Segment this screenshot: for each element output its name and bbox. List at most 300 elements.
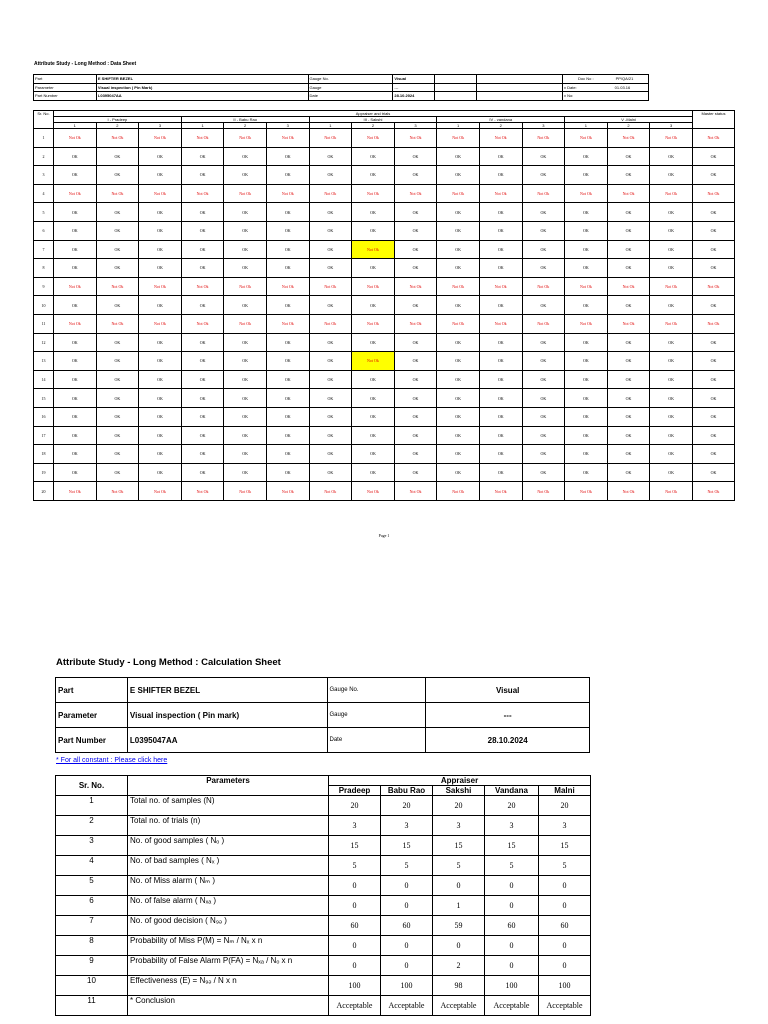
blank-cell	[435, 83, 477, 92]
result-cell: OK	[54, 463, 97, 482]
date-label: Date	[308, 92, 393, 101]
result-cell: OK	[607, 463, 650, 482]
calc-parameter-value: Visual inspection ( Pin mark)	[127, 703, 327, 728]
result-cell: Not Ok	[522, 184, 565, 203]
table-row	[34, 482, 735, 501]
appraiser-header: I - Pradeep	[54, 117, 182, 123]
result-cell: OK	[479, 333, 522, 352]
calc-row	[56, 956, 591, 976]
table-row	[34, 259, 735, 278]
result-cell: OK	[522, 221, 565, 240]
result-cell: Not Ok	[565, 277, 608, 296]
result-cell: Not Ok	[139, 277, 182, 296]
result-cell: OK	[394, 426, 437, 445]
calc-value: 15	[433, 836, 485, 856]
result-cell: OK	[309, 426, 352, 445]
result-cell: Not Ok	[394, 482, 437, 501]
result-cell: OK	[224, 370, 267, 389]
result-cell: OK	[607, 296, 650, 315]
calc-value: 0	[381, 896, 433, 916]
result-cell: Not Ok	[437, 184, 480, 203]
result-cell: Not Ok	[479, 129, 522, 148]
calc-parameters-header: Parameters	[128, 776, 329, 796]
result-cell: OK	[437, 296, 480, 315]
calc-value: Acceptable	[485, 996, 539, 1016]
sr-no-cell: 5	[34, 203, 54, 222]
result-cell: OK	[139, 203, 182, 222]
calc-value: 15	[485, 836, 539, 856]
table-row	[34, 407, 735, 426]
result-cell: OK	[96, 352, 139, 371]
master-status-cell: OK	[692, 389, 734, 408]
result-cell: OK	[607, 389, 650, 408]
result-cell: OK	[309, 166, 352, 185]
result-cell: OK	[565, 389, 608, 408]
result-cell: Not Ok	[54, 482, 97, 501]
calc-value: 3	[433, 816, 485, 836]
result-cell: OK	[565, 147, 608, 166]
result-cell: Not Ok	[650, 314, 693, 333]
result-cell: OK	[352, 221, 395, 240]
result-cell: OK	[352, 259, 395, 278]
master-status-cell: Not Ok	[692, 314, 734, 333]
result-cell: OK	[266, 445, 309, 464]
result-cell: OK	[479, 463, 522, 482]
trial-header: 1	[565, 123, 608, 129]
doc-no-label: Doc No :	[578, 76, 594, 82]
result-cell: Not Ok	[224, 482, 267, 501]
result-cell: OK	[139, 333, 182, 352]
result-cell: OK	[352, 445, 395, 464]
result-cell: Not Ok	[266, 277, 309, 296]
result-cell: OK	[54, 352, 97, 371]
master-status-cell: OK	[692, 352, 734, 371]
calc-value: 0	[539, 956, 591, 976]
result-cell: Not Ok	[96, 482, 139, 501]
table-row	[34, 221, 735, 240]
result-cell: OK	[266, 259, 309, 278]
data-sheet-title: Attribute Study - Long Method : Data Sheet	[34, 61, 137, 67]
calc-parameter-label: Parameter	[56, 703, 128, 728]
result-cell: OK	[394, 203, 437, 222]
sr-no-cell: 4	[34, 184, 54, 203]
result-cell: OK	[96, 426, 139, 445]
result-cell: OK	[309, 203, 352, 222]
result-cell: OK	[437, 259, 480, 278]
result-cell: OK	[352, 166, 395, 185]
result-cell: OK	[224, 463, 267, 482]
result-cell: Not Ok	[96, 129, 139, 148]
result-cell: OK	[54, 370, 97, 389]
rev-date-value: 01.03.16	[614, 84, 631, 90]
trial-header: 2	[96, 123, 139, 129]
result-cell: OK	[96, 463, 139, 482]
calc-date-value: 28.10.2024	[426, 728, 590, 753]
result-cell: OK	[394, 296, 437, 315]
result-cell: OK	[437, 426, 480, 445]
trial-header: 1	[181, 123, 224, 129]
calc-row	[56, 976, 591, 996]
calc-row	[56, 836, 591, 856]
result-cell: OK	[96, 166, 139, 185]
result-cell: Not Ok	[139, 184, 182, 203]
result-cell: OK	[607, 166, 650, 185]
sr-no-cell: 19	[34, 463, 54, 482]
calc-value: 20	[539, 796, 591, 816]
result-cell: OK	[650, 370, 693, 389]
calc-value: 1	[433, 896, 485, 916]
calc-value: 0	[485, 936, 539, 956]
calc-gauge-value: ---	[426, 703, 590, 728]
calc-sr-no: 8	[56, 936, 128, 956]
calc-value: Acceptable	[329, 996, 381, 1016]
result-cell: OK	[479, 370, 522, 389]
result-cell: Not Ok	[565, 314, 608, 333]
calc-value: 0	[433, 876, 485, 896]
result-cell: OK	[522, 370, 565, 389]
calc-row	[56, 876, 591, 896]
result-cell: OK	[139, 296, 182, 315]
result-cell: OK	[352, 333, 395, 352]
constants-link[interactable]: * For all constant : Please click here	[56, 757, 168, 764]
rev-date-label: v Date:	[564, 84, 577, 90]
result-cell: OK	[309, 463, 352, 482]
data-sheet-header-table	[33, 74, 649, 101]
part-number-value: L0395047AA	[96, 92, 308, 101]
result-cell: OK	[607, 203, 650, 222]
result-cell: Not Ok	[607, 277, 650, 296]
master-status-cell: OK	[692, 221, 734, 240]
calc-appraiser-name: Babu Rao	[381, 786, 433, 796]
result-cell: OK	[565, 333, 608, 352]
calc-sr-no: 7	[56, 916, 128, 936]
result-cell: OK	[266, 389, 309, 408]
result-cell: Not Ok	[266, 184, 309, 203]
result-cell: Not Ok	[650, 184, 693, 203]
result-cell: OK	[139, 463, 182, 482]
table-row	[34, 370, 735, 389]
calc-value: 5	[485, 856, 539, 876]
part-value: E SHIFTER BEZEL	[96, 75, 308, 84]
result-cell: OK	[650, 333, 693, 352]
result-cell: OK	[394, 240, 437, 259]
appraiser-header: II - Babu Rao	[181, 117, 309, 123]
calc-value: 3	[329, 816, 381, 836]
calc-row	[56, 856, 591, 876]
result-cell: OK	[266, 147, 309, 166]
calc-appraiser-name: Malni	[539, 786, 591, 796]
result-cell: Not Ok	[224, 314, 267, 333]
trial-header: 2	[607, 123, 650, 129]
result-cell: OK	[96, 221, 139, 240]
result-cell: OK	[565, 352, 608, 371]
result-cell: OK	[266, 166, 309, 185]
result-cell: Not Ok	[565, 482, 608, 501]
result-cell: OK	[437, 352, 480, 371]
result-cell: OK	[522, 333, 565, 352]
result-cell: Not Ok	[437, 277, 480, 296]
result-cell: OK	[224, 445, 267, 464]
result-cell: OK	[565, 426, 608, 445]
calc-parameter: Total no. of samples (N)	[128, 796, 329, 816]
result-cell: OK	[266, 296, 309, 315]
result-cell: OK	[522, 147, 565, 166]
calc-value: 0	[485, 956, 539, 976]
result-cell: Not Ok	[96, 184, 139, 203]
calc-value: 60	[381, 916, 433, 936]
result-cell: OK	[565, 166, 608, 185]
result-cell: OK	[650, 147, 693, 166]
result-cell: OK	[309, 352, 352, 371]
doc-no-value: PP/QA/21	[615, 76, 634, 82]
table-row	[34, 203, 735, 222]
result-cell: OK	[607, 352, 650, 371]
result-cell: Not Ok	[437, 129, 480, 148]
result-cell: OK	[54, 333, 97, 352]
result-cell: OK	[181, 333, 224, 352]
blank-cell	[435, 92, 477, 101]
date-value: 28.10.2024	[393, 92, 435, 101]
result-cell: Not Ok	[607, 482, 650, 501]
result-cell: OK	[650, 221, 693, 240]
result-cell: Not Ok	[437, 482, 480, 501]
result-cell: Not Ok	[266, 129, 309, 148]
calc-value: 0	[329, 956, 381, 976]
result-cell: OK	[352, 203, 395, 222]
result-cell: OK	[394, 445, 437, 464]
result-cell: OK	[309, 333, 352, 352]
result-cell: Not Ok	[479, 314, 522, 333]
result-cell: OK	[522, 296, 565, 315]
result-cell: Not Ok	[309, 277, 352, 296]
blank-cell	[477, 92, 563, 101]
calc-sr-no: 1	[56, 796, 128, 816]
calc-sr-no-header: Sr. No.	[56, 776, 128, 796]
calc-value: 15	[539, 836, 591, 856]
calc-parameter: * Conclusion	[128, 996, 329, 1016]
result-cell: Not Ok	[352, 482, 395, 501]
result-cell: OK	[139, 407, 182, 426]
result-cell: OK	[224, 426, 267, 445]
calc-value: 3	[539, 816, 591, 836]
sr-no-cell: 6	[34, 221, 54, 240]
result-cell: OK	[352, 370, 395, 389]
result-cell: OK	[181, 203, 224, 222]
result-cell: Not Ok	[352, 352, 395, 371]
calc-sr-no: 11	[56, 996, 128, 1016]
result-cell: OK	[479, 166, 522, 185]
result-cell: OK	[650, 259, 693, 278]
result-cell: OK	[266, 203, 309, 222]
result-cell: Not Ok	[522, 482, 565, 501]
result-cell: OK	[181, 445, 224, 464]
master-status-cell: OK	[692, 445, 734, 464]
result-cell: Not Ok	[565, 129, 608, 148]
result-cell: OK	[522, 240, 565, 259]
result-cell: OK	[54, 426, 97, 445]
result-cell: Not Ok	[54, 184, 97, 203]
sr-no-cell: 10	[34, 296, 54, 315]
calc-parameter: No. of good samples ( Nₒ )	[128, 836, 329, 856]
appraiser-header: V -Malni	[565, 117, 693, 123]
result-cell: OK	[139, 389, 182, 408]
calc-value: 20	[381, 796, 433, 816]
calc-value: 2	[433, 956, 485, 976]
calc-value: 5	[433, 856, 485, 876]
result-cell: OK	[607, 147, 650, 166]
result-cell: OK	[479, 445, 522, 464]
result-cell: OK	[96, 389, 139, 408]
result-cell: OK	[181, 221, 224, 240]
calc-value: 20	[485, 796, 539, 816]
result-cell: OK	[139, 240, 182, 259]
result-cell: Not Ok	[650, 277, 693, 296]
result-cell: OK	[309, 296, 352, 315]
result-cell: OK	[309, 221, 352, 240]
result-cell: Not Ok	[607, 314, 650, 333]
calc-sheet-header-table	[55, 677, 590, 753]
result-cell: OK	[650, 166, 693, 185]
calc-appraiser-header: Appraiser	[329, 776, 591, 786]
result-cell: OK	[607, 426, 650, 445]
result-cell: OK	[522, 166, 565, 185]
sr-no-cell: 1	[34, 129, 54, 148]
calc-date-label: Date	[327, 728, 426, 753]
doc-no-cell	[563, 75, 649, 84]
result-cell: OK	[181, 259, 224, 278]
result-cell: OK	[139, 166, 182, 185]
calc-parameter: No. of bad samples ( Nₓ )	[128, 856, 329, 876]
calc-value: 100	[329, 976, 381, 996]
calc-row	[56, 996, 591, 1016]
master-status-cell: OK	[692, 407, 734, 426]
blank-cell	[477, 75, 563, 84]
result-cell: OK	[309, 389, 352, 408]
result-cell: Not Ok	[479, 482, 522, 501]
result-cell: Not Ok	[650, 129, 693, 148]
sr-no-cell: 17	[34, 426, 54, 445]
table-row	[34, 184, 735, 203]
calc-value: 15	[381, 836, 433, 856]
part-number-label: Part Number	[34, 92, 97, 101]
result-cell: OK	[522, 463, 565, 482]
gauge-label: Gauge	[308, 83, 393, 92]
sr-no-cell: 11	[34, 314, 54, 333]
calc-value: 0	[539, 936, 591, 956]
result-cell: OK	[309, 259, 352, 278]
result-cell: OK	[607, 259, 650, 278]
result-cell: OK	[394, 463, 437, 482]
calc-value: 20	[329, 796, 381, 816]
table-row	[34, 389, 735, 408]
result-cell: OK	[266, 240, 309, 259]
result-cell: OK	[479, 147, 522, 166]
result-cell: OK	[54, 445, 97, 464]
result-cell: OK	[479, 352, 522, 371]
sr-no-cell: 12	[34, 333, 54, 352]
master-status-cell: Not Ok	[692, 277, 734, 296]
sr-no-cell: 9	[34, 277, 54, 296]
result-cell: OK	[96, 333, 139, 352]
calc-value: 20	[433, 796, 485, 816]
result-cell: Not Ok	[352, 240, 395, 259]
result-cell: OK	[352, 296, 395, 315]
sr-no-header: Sr. No.	[34, 111, 54, 129]
result-cell: OK	[565, 370, 608, 389]
sr-no-cell: 3	[34, 166, 54, 185]
calc-value: Acceptable	[381, 996, 433, 1016]
result-cell: Not Ok	[54, 129, 97, 148]
result-cell: OK	[54, 147, 97, 166]
result-cell: OK	[352, 426, 395, 445]
table-row	[34, 333, 735, 352]
result-cell: Not Ok	[309, 129, 352, 148]
result-cell: OK	[224, 352, 267, 371]
result-cell: OK	[266, 370, 309, 389]
result-cell: OK	[522, 426, 565, 445]
result-cell: OK	[139, 221, 182, 240]
result-cell: OK	[437, 147, 480, 166]
result-cell: OK	[96, 370, 139, 389]
result-cell: OK	[522, 445, 565, 464]
table-row	[34, 129, 735, 148]
calc-value: 0	[381, 876, 433, 896]
result-cell: OK	[224, 221, 267, 240]
calc-value: Acceptable	[539, 996, 591, 1016]
result-cell: OK	[352, 463, 395, 482]
calc-value: 0	[329, 876, 381, 896]
master-status-cell: OK	[692, 333, 734, 352]
calc-value: 0	[329, 936, 381, 956]
result-cell: OK	[224, 240, 267, 259]
result-cell: OK	[224, 147, 267, 166]
trial-header: 1	[54, 123, 97, 129]
blank-cell	[477, 83, 563, 92]
result-cell: Not Ok	[650, 482, 693, 501]
result-cell: Not Ok	[266, 314, 309, 333]
result-cell: OK	[224, 259, 267, 278]
result-cell: OK	[352, 147, 395, 166]
result-cell: Not Ok	[437, 314, 480, 333]
table-row	[34, 463, 735, 482]
master-status-cell: Not Ok	[692, 482, 734, 501]
result-cell: OK	[54, 407, 97, 426]
calc-sr-no: 5	[56, 876, 128, 896]
result-cell: Not Ok	[181, 277, 224, 296]
result-cell: OK	[181, 352, 224, 371]
result-cell: OK	[437, 407, 480, 426]
result-cell: OK	[607, 370, 650, 389]
result-cell: OK	[394, 352, 437, 371]
result-cell: OK	[181, 389, 224, 408]
blank-cell	[435, 75, 477, 84]
calc-value: 0	[539, 896, 591, 916]
parameter-label: Parameter	[34, 83, 97, 92]
sr-no-cell: 18	[34, 445, 54, 464]
trial-header: 3	[522, 123, 565, 129]
calc-value: 0	[381, 956, 433, 976]
result-cell: OK	[479, 296, 522, 315]
result-cell: OK	[352, 389, 395, 408]
result-cell: OK	[394, 147, 437, 166]
result-cell: OK	[437, 370, 480, 389]
calc-value: 0	[485, 876, 539, 896]
trial-header: 3	[266, 123, 309, 129]
result-cell: OK	[607, 445, 650, 464]
result-cell: Not Ok	[565, 184, 608, 203]
result-cell: OK	[266, 221, 309, 240]
result-cell: OK	[607, 221, 650, 240]
